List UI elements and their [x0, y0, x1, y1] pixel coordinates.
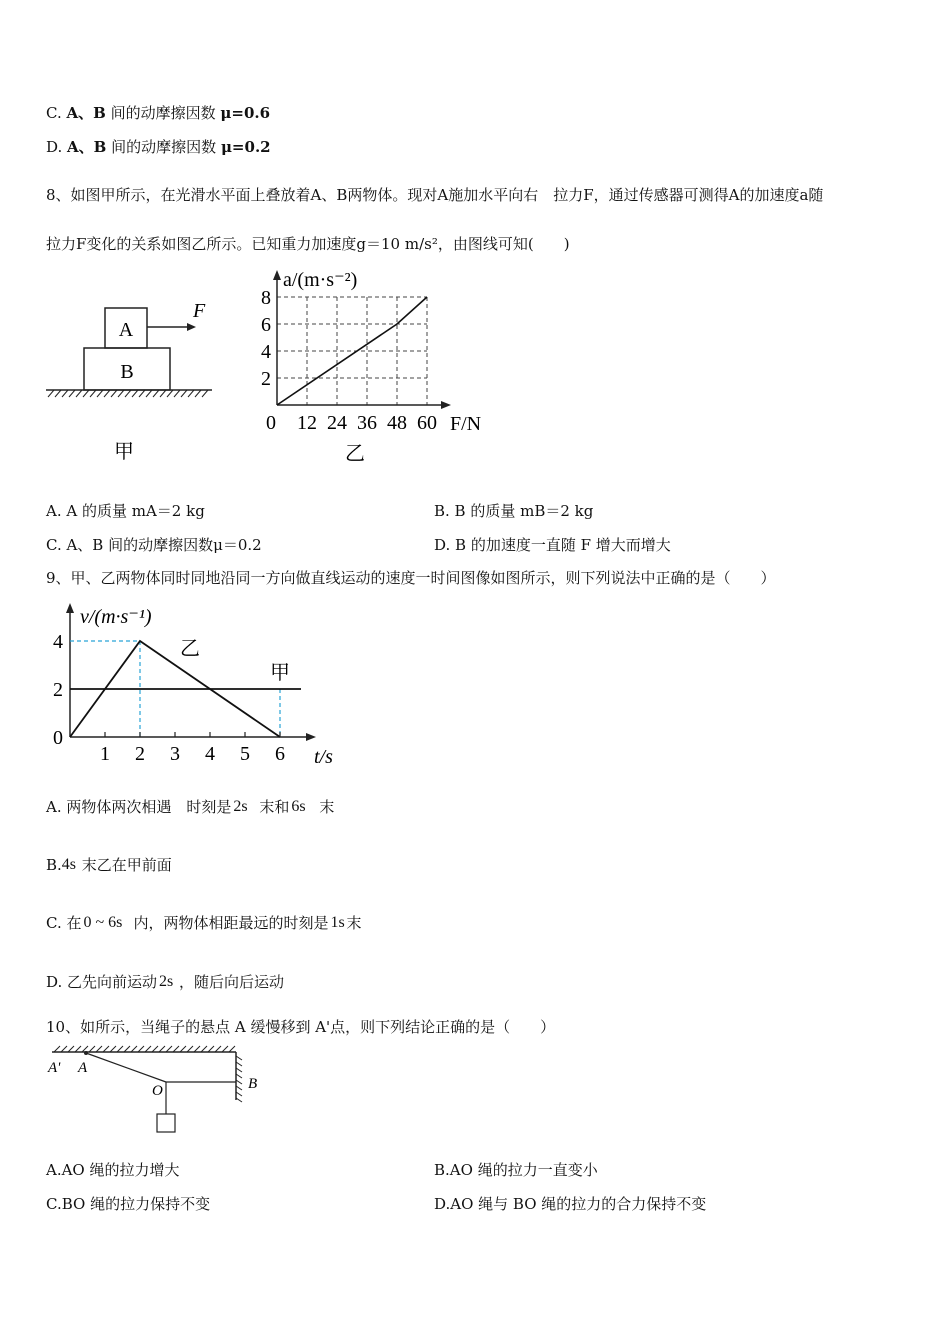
- q9-chart-vt: [40, 595, 350, 775]
- vt-y-tick-label: 4: [53, 631, 63, 653]
- q9-c-time: 1s: [330, 914, 345, 931]
- q8-option-d[interactable]: D. B 的加速度一直随 F 增大而增大: [434, 536, 671, 554]
- option-c-text: 间的动摩擦因数: [110, 104, 216, 122]
- vt-y-axis-arrow: [66, 603, 74, 613]
- vt-x-tick-label: 1: [100, 743, 110, 765]
- q7-option-c: [46, 102, 270, 123]
- af-x-tick-label: 0: [266, 412, 276, 434]
- q9-a-mid: 末和: [259, 798, 290, 816]
- q9-a-text: A. 两物体两次相遇 时刻是: [46, 798, 232, 816]
- q9-c-prefix: C. 在: [46, 914, 82, 932]
- af-x-tick-label: 24: [327, 412, 347, 434]
- q9-c-end: 末: [346, 914, 362, 932]
- q9-b-prefix: B.: [46, 856, 62, 874]
- vt-x-axis-arrow: [306, 733, 316, 741]
- af-x-tick-label: 60: [417, 412, 437, 434]
- label-o: O: [152, 1083, 163, 1099]
- q9-b-text: 末乙在甲前面: [81, 856, 172, 874]
- q10-stem: 10、如所示，当绳子的悬点 A 缓慢移到 A'点，则下列结论正确的是（ ）: [46, 1018, 556, 1036]
- q8-option-c[interactable]: C. A、B 间的动摩擦因数μ＝0.2: [46, 536, 262, 554]
- af-y-tick-label: 6: [261, 314, 271, 336]
- q8-chart-yi: [245, 262, 505, 472]
- q9-a-time2: 6s: [291, 798, 306, 815]
- ground-hatch: [48, 390, 208, 397]
- q9-option-b[interactable]: [46, 854, 172, 875]
- vt-y-axis-title: v/(m·s⁻¹): [80, 606, 152, 628]
- vt-series-yi-label: 乙: [180, 638, 200, 660]
- q9-b-time: 4s: [61, 856, 77, 873]
- vt-x-axis-title: t/s: [314, 746, 333, 768]
- vt-x-tick-label: 3: [170, 743, 180, 765]
- af-x-tick-label: 12: [297, 412, 317, 434]
- af-y-axis-arrow: [273, 270, 281, 280]
- force-label: F: [193, 300, 206, 322]
- label-b: B: [248, 1076, 258, 1092]
- vt-marks: [53, 631, 301, 765]
- q10-option-a[interactable]: A.AO 绳的拉力增大: [46, 1161, 180, 1179]
- figure-jia-caption: 甲: [114, 441, 134, 463]
- af-x-tick-label: 48: [387, 412, 407, 434]
- weight-block: [157, 1114, 175, 1132]
- q10-figure: [44, 1042, 274, 1142]
- q9-option-a[interactable]: [46, 796, 334, 817]
- q9-a-end: 末: [319, 798, 335, 816]
- af-y-tick-label: 4: [261, 341, 271, 363]
- q9-option-c[interactable]: [46, 912, 362, 933]
- af-grid: [277, 297, 427, 405]
- label-a-prime: A': [48, 1060, 61, 1076]
- af-marks: [261, 287, 437, 434]
- option-d-value: μ=0.2: [220, 138, 271, 156]
- wall-hatch: [236, 1056, 242, 1102]
- q10-option-d[interactable]: D.AO 绳与 BO 绳的拉力的合力保持不变: [434, 1195, 707, 1213]
- option-c-value: μ=0.6: [220, 104, 271, 122]
- q9-d-end: ，随后向后运动: [179, 973, 285, 991]
- figure-yi-caption: 乙: [345, 443, 365, 465]
- block-b-label: B: [120, 361, 134, 383]
- option-c-prefix: C.: [46, 104, 62, 122]
- q10-option-c[interactable]: C.BO 绳的拉力保持不变: [46, 1195, 211, 1213]
- q8-stem-line1: 8、如图甲所示，在光滑水平面上叠放着A、B两物体。现对A施加水平向右 拉力F，通过传感器可测得A的加速度a随: [46, 186, 824, 204]
- rope-ao: [86, 1053, 166, 1082]
- vt-y-tick-label: 2: [53, 679, 63, 701]
- option-d-bodies: A、B: [67, 138, 107, 156]
- af-x-axis-arrow: [441, 401, 451, 409]
- q9-d-text: D. 乙先向前运动: [46, 973, 158, 991]
- q10-option-b[interactable]: B.AO 绳的拉力一直变小: [434, 1161, 598, 1179]
- q9-c-text: 内，两物体相距最远的时刻是: [133, 914, 329, 932]
- q7-option-d: [46, 136, 271, 157]
- option-d-prefix: D.: [46, 138, 63, 156]
- q8-option-b[interactable]: B. B 的质量 mB＝2 kg: [434, 502, 594, 520]
- af-y-axis-title: a/(m·s⁻²): [283, 269, 358, 291]
- option-d-text: 间的动摩擦因数: [111, 138, 217, 156]
- vt-x-tick-label: 4: [205, 743, 215, 765]
- af-x-axis-title: F/N: [450, 413, 482, 435]
- vt-x-tick-label: 2: [135, 743, 145, 765]
- af-x-tick-label: 36: [357, 412, 377, 434]
- af-y-tick-label: 8: [261, 287, 271, 309]
- label-a: A: [78, 1060, 88, 1076]
- af-y-tick-label: 2: [261, 368, 271, 390]
- vt-series-jia-label: 甲: [270, 662, 290, 684]
- block-a-label: A: [118, 319, 134, 341]
- vt-x-tick-label: 6: [275, 743, 285, 765]
- force-arrowhead: [187, 323, 196, 331]
- q9-d-time: 2s: [159, 973, 174, 990]
- q9-c-range: 0 ~ 6s: [83, 914, 123, 931]
- vt-x-tick-label: 5: [240, 743, 250, 765]
- option-c-bodies: A、B: [66, 104, 106, 122]
- q9-stem: 9、甲、乙两物体同时同地沿同一方向做直线运动的速度一时间图像如图所示，则下列说法中正确的是（ ）: [46, 569, 776, 587]
- q8-figure-jia: [40, 290, 230, 470]
- q8-option-a[interactable]: A. A 的质量 mA＝2 kg: [46, 502, 205, 520]
- q9-option-d[interactable]: [46, 971, 284, 992]
- q9-a-time1: 2s: [233, 798, 248, 815]
- ceiling-hatch: [54, 1046, 235, 1052]
- q8-stem-line2: 拉力F变化的关系如图乙所示。已知重力加速度g＝10 m/s²，由图线可知( ): [46, 235, 570, 253]
- vt-y-tick-label: 0: [53, 727, 63, 749]
